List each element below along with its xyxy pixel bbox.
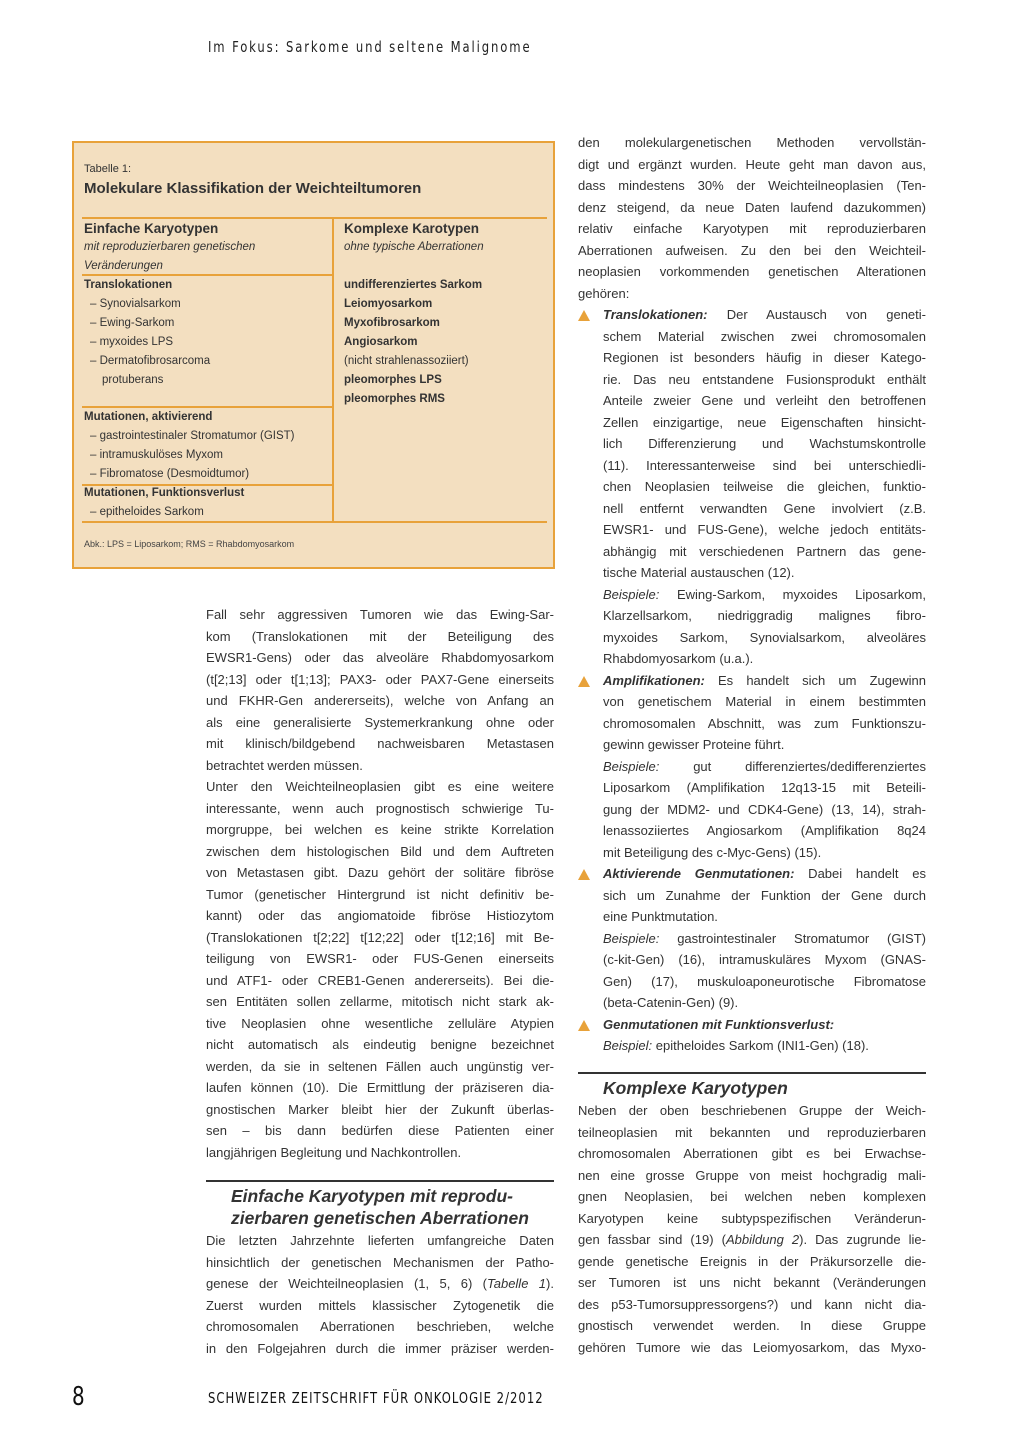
text-line: Rhabdomyosarkom (u.a.). bbox=[603, 651, 754, 666]
text-line: gehören Tumore wie das Leiomyosarkom, das Myxo- bbox=[578, 1339, 926, 1355]
left-column bbox=[206, 604, 554, 1163]
text-line: Liposarkom (Amplifikation 12q13-15 mit Beteili- bbox=[603, 780, 926, 795]
table-right-item: Leiomyosarkom bbox=[344, 298, 433, 310]
table-left-header: Einfache Karyotypen bbox=[84, 221, 219, 236]
example-label: Beispiel: bbox=[603, 1038, 653, 1053]
text-line: gnen Neoplasien, bei welchen neben komplexen bbox=[578, 1189, 926, 1204]
text-line: mit klinisch/bildgebend nachweisbaren Metastasen bbox=[206, 736, 554, 751]
table-item: – Ewing-Sarkom bbox=[90, 317, 175, 329]
text-line: interessante, wenn auch prognostisch schwierige Tu- bbox=[206, 800, 554, 816]
text-line: Zuerst wurden mittels klassischer Zytogenetik die bbox=[206, 1297, 554, 1313]
text-line: hinsichtlich der genetischen Mechanismen der Patho- bbox=[206, 1254, 554, 1270]
table-reference: Tabelle 1 bbox=[486, 1276, 547, 1291]
text-line: nell entfernt verwandten Gene involviert (z.B. bbox=[603, 500, 926, 516]
example-label: Beispiele: bbox=[603, 930, 660, 946]
text-line: Aberrationen aufweisen. Zu den bei den Weichteil- bbox=[578, 242, 926, 258]
text-line: mit Beteiligung des c-Myc-Gens) (15). bbox=[603, 844, 822, 860]
text-line: tive Neoplasien ohne wesentliche zelluläre Atypien bbox=[206, 1015, 554, 1031]
table-item: – Fibromatose (Desmoidtumor) bbox=[90, 468, 250, 480]
text-line: relativ einfache Karyotypen mit reproduzierbaren bbox=[578, 221, 926, 236]
text-line: EWSR1-Gens) oder das alveoläre Rhabdomyosarkom bbox=[206, 650, 554, 665]
text-line: langjährigen Begleitung und Nachkontrollen. bbox=[206, 1144, 462, 1160]
text-line: von Metastasen gibt. Dazu gehört der solitäre fibröse bbox=[206, 865, 554, 880]
table-right-subheader: ohne typische Aberrationen bbox=[344, 241, 484, 253]
table-group-translocations: Translokationen bbox=[84, 279, 173, 291]
bullet-title: Translokationen: bbox=[603, 307, 708, 322]
text-line: in den Folgejahren durch die immer präziser werden- bbox=[206, 1340, 554, 1356]
text-line: (t[2;13] oder t[1;13]; PAX3- oder PAX7-Gene einerseits bbox=[206, 671, 554, 687]
text-line: kom (Translokationen mit der Beteiligung des bbox=[206, 628, 554, 644]
text-line: Karyotypen keine subtypspezifischen Veränderun- bbox=[578, 1210, 926, 1226]
table-left-subheader: mit reproduzierbaren genetischen bbox=[84, 241, 256, 253]
table-column-divider bbox=[332, 219, 334, 521]
text-line: Regionen ist besonders häufig in dieser Katego- bbox=[603, 350, 926, 365]
text-line: gewinn gewisser Proteine führt. bbox=[603, 737, 785, 752]
text-segment: genese der Weichteilneoplasien (1, 5, 6) ( bbox=[206, 1276, 487, 1291]
table-item: – epitheloides Sarkom bbox=[90, 506, 204, 518]
text-segment: Dabei handelt es bbox=[794, 866, 926, 881]
text-line: ser Tumoren ist uns nicht bekannt (Veränderungen bbox=[578, 1275, 926, 1290]
section-rule bbox=[578, 1072, 926, 1074]
text-line bbox=[578, 1014, 926, 1036]
text-line bbox=[578, 584, 926, 606]
text-line: den molekulargenetischen Methoden vervollstän- bbox=[578, 135, 926, 150]
text-line: myxoides Sarkom, Synovialsarkom, alveoläres bbox=[603, 629, 926, 645]
text-line: sen Entitäten sollen zellarme, mitotisch nicht stark ak- bbox=[206, 994, 554, 1009]
example-label: Beispiele: bbox=[603, 758, 660, 774]
text-line: chromosomalen Aberrationen beschrieben, welche bbox=[206, 1319, 554, 1334]
text-line: lich Differenzierung und Wachstumskontrolle bbox=[603, 436, 926, 451]
text-line: lenassoziiertes Angiosarkom (Amplifikation 8q24 bbox=[603, 823, 926, 838]
text-line: sich um Zunahme der Funktion der Gene durch bbox=[603, 887, 926, 903]
text-line: Fall sehr aggressiven Tumoren wie das Ewing-Sar- bbox=[206, 607, 554, 622]
text-segment: gut differenziertes/dedifferenziertes bbox=[659, 758, 926, 774]
text-line: Unter den Weichteilneoplasien gibt es eine weitere bbox=[206, 779, 554, 794]
table-item: protuberans bbox=[102, 374, 164, 386]
text-line: betrachtet werden müssen. bbox=[206, 757, 363, 773]
text-line: EWSR1- und FUS-Gene), welche jedoch entitäts- bbox=[603, 522, 926, 537]
text-line: von genetischem Material in einem bestimmten bbox=[603, 694, 926, 709]
right-column bbox=[578, 132, 926, 1057]
text-line: Klarzellsarkom, niedriggradig malignes fibro- bbox=[603, 608, 926, 623]
text-line: (11). Interessanterweise sind bei unterschiedli- bbox=[603, 457, 926, 473]
text-line: (c-kit-Gen) (16), intramuskuläres Myxom (GNAS- bbox=[603, 952, 926, 967]
text-line: abhängig mit verschiedenen Partnern das gene- bbox=[603, 543, 926, 559]
right-column-lower bbox=[578, 1100, 926, 1358]
table-right-item: Angiosarkom bbox=[344, 336, 418, 348]
text-line: chen Neoplasien teilweise die gleichen, funktio- bbox=[603, 479, 926, 494]
text-line bbox=[578, 304, 926, 326]
text-line bbox=[578, 863, 926, 885]
text-line: rie. Das neu entstandene Fusionsprodukt enthält bbox=[603, 371, 926, 387]
table-item: – Synovialsarkom bbox=[90, 298, 181, 310]
text-line: als eine generalisierte Systemerkrankung ohne oder bbox=[206, 714, 554, 730]
table-1 bbox=[72, 141, 555, 569]
table-item: – gastrointestinaler Stromatumor (GIST) bbox=[90, 430, 295, 442]
bullet-translocations bbox=[578, 304, 926, 670]
text-line: Gen) (17), muskuloaponeurotische Fibromatose bbox=[603, 973, 926, 989]
text-line: Zellen einzigartige, neue Eigenschaften hinsicht- bbox=[603, 414, 926, 430]
text-segment: epitheloides Sarkom (INI1-Gen) (18). bbox=[652, 1038, 869, 1053]
text-line: schem Material zwischen zwei chromosomalen bbox=[603, 328, 926, 344]
bullet-title: Genmutationen mit Funktionsverlust: bbox=[603, 1016, 835, 1032]
table-item: – intramuskulöses Myxom bbox=[90, 449, 223, 461]
table-rule-bottom bbox=[82, 521, 547, 523]
triangle-bullet-icon bbox=[578, 869, 590, 880]
text-line: morgruppe, bei welchen es keine strikte Korrelation bbox=[206, 822, 554, 837]
text-line: Anteile zweier Gene und verleiht den betroffenen bbox=[603, 393, 926, 408]
table-group-activating: Mutationen, aktivierend bbox=[84, 411, 213, 423]
text-line: und ATF1- oder CREB1-Genen andererseits). Bei die- bbox=[206, 972, 554, 988]
text-line bbox=[578, 1035, 926, 1057]
text-line bbox=[206, 1273, 554, 1295]
text-line: gnostischen Marker bleibt hier der Zukunft überlas- bbox=[206, 1101, 554, 1117]
text-line: Die letzten Jahrzehnte lieferten umfangreiche Daten bbox=[206, 1233, 554, 1248]
running-head: Im Fokus: Sarkome und seltene Malignome bbox=[208, 38, 532, 56]
text-line: laufen können (10). Die Ermittlung der präziseren dia- bbox=[206, 1080, 554, 1095]
table-group-loss: Mutationen, Funktionsverlust bbox=[84, 487, 245, 499]
text-segment: Ewing-Sarkom, myxoides Liposarkom, bbox=[659, 586, 926, 602]
left-column-lower bbox=[206, 1230, 554, 1359]
text-segment: ). bbox=[546, 1276, 554, 1291]
text-line bbox=[578, 670, 926, 692]
text-line bbox=[578, 756, 926, 778]
text-line: zwischen dem histologischen Bild und dem Auftreten bbox=[206, 843, 554, 859]
table-item: – myxoides LPS bbox=[90, 336, 174, 348]
text-line: Tumor (genetischer Hintergrund ist nicht definitiv be- bbox=[206, 886, 554, 902]
text-line: denz steigend, da neue Daten laufend dazukommen) bbox=[578, 199, 926, 215]
section-heading: Komplexe Karyotypen bbox=[603, 1078, 788, 1098]
bullet-title: Aktivierende Genmutationen: bbox=[603, 866, 795, 881]
text-line: (beta-Catenin-Gen) (9). bbox=[603, 995, 739, 1010]
table-right-item: Myxofibrosarkom bbox=[344, 317, 440, 329]
text-line: chromosomalen Aberrationen gibt es bei Erwachse- bbox=[578, 1146, 926, 1161]
text-line: teiligung von EWSR1- oder FUS-Genen einerseits bbox=[206, 951, 554, 966]
text-line: nen eine grosse Gruppe von meist hochgradig mali- bbox=[578, 1167, 926, 1183]
text-line: teilneoplasien mit bekannten und reproduzierbaren bbox=[578, 1124, 926, 1140]
journal-footer: SCHWEIZER ZEITSCHRIFT FÜR ONKOLOGIE 2/2012 bbox=[208, 1389, 544, 1407]
text-line: nicht automatisch als eindeutig benigne bezeichnet bbox=[206, 1037, 554, 1052]
page-number: 8 bbox=[72, 1382, 85, 1412]
bullet-amplifications bbox=[578, 670, 926, 864]
table-right-item: pleomorphes LPS bbox=[344, 374, 442, 386]
text-line: Neben der oben beschriebenen Gruppe der Weich- bbox=[578, 1103, 926, 1118]
table-item: – Dermatofibrosarcoma bbox=[90, 355, 211, 367]
table-abbreviations: Abk.: LPS = Liposarkom; RMS = Rhabdomyosarkom bbox=[84, 539, 295, 549]
table-right-item: (nicht strahlenassoziiert) bbox=[344, 355, 469, 367]
text-segment: Der Austausch von geneti- bbox=[707, 307, 926, 322]
triangle-bullet-icon bbox=[578, 676, 590, 687]
table-title: Molekulare Klassifikation der Weichteiltumoren bbox=[84, 180, 422, 197]
text-line bbox=[578, 928, 926, 950]
text-line: und FKHR-Gen andererseits), welche von Anfang an bbox=[206, 693, 554, 708]
bullet-title: Amplifikationen: bbox=[603, 672, 705, 688]
table-right-item: undifferenziertes Sarkom bbox=[344, 279, 483, 291]
text-line: (Translokationen t[2;22] t[12;22] oder t[12;16] mit Be- bbox=[206, 929, 554, 945]
text-segment: Es handelt sich um Zugewinn bbox=[704, 672, 926, 688]
text-line: tische Material austauschen (12). bbox=[603, 565, 795, 580]
table-left-subheader-2: Veränderungen bbox=[84, 260, 163, 272]
text-line: dass mindestens 30% der Weichteilneoplasien (Ten- bbox=[578, 178, 926, 193]
section-rule bbox=[206, 1180, 554, 1182]
text-line: neoplasien vorkommenden genetischen Alterationen bbox=[578, 264, 926, 279]
text-line: gende genetische Ereignis in der Präkursorzelle die- bbox=[578, 1253, 926, 1269]
text-line: digt und ergänzt wurden. Heute geht man davon aus, bbox=[578, 156, 926, 172]
text-line bbox=[578, 1229, 926, 1251]
example-label: Beispiele: bbox=[603, 586, 660, 602]
text-line: werden, da sie in seltenen Fällen auch ungünstig ver- bbox=[206, 1058, 554, 1074]
text-line: sen – bis dann bedürfen diese Patienten einer bbox=[206, 1123, 554, 1138]
text-line: eine Punktmutation. bbox=[603, 909, 718, 924]
text-line: kannt) oder das angiomatoide fibröse Histiozytom bbox=[206, 908, 554, 923]
text-segment: gastrointestinaler Stromatumor (GIST) bbox=[659, 930, 926, 946]
text-line: chromosomalen Abschnitt, was zum Funktionszu- bbox=[603, 715, 926, 731]
text-line: gehören: bbox=[578, 285, 630, 301]
text-segment: gen fassbar sind (19) ( bbox=[578, 1232, 726, 1247]
section-heading-cont: zierbaren genetischen Aberrationen bbox=[231, 1208, 529, 1228]
bullet-loss-of-function bbox=[578, 1014, 926, 1057]
text-line: gnostisch verwendet werden. In diese Gruppe bbox=[578, 1318, 926, 1333]
text-line: des p53-Tumorsuppressorgens?) und kann nicht dia- bbox=[578, 1296, 926, 1312]
bullet-activating-mutations bbox=[578, 863, 926, 1014]
table-right-item: pleomorphes RMS bbox=[344, 393, 445, 405]
section-heading: Einfache Karyotypen mit reprodu- bbox=[231, 1186, 513, 1206]
text-line: gung der MDM2- und CDK4-Gene) (13, 14), strah- bbox=[603, 801, 926, 817]
text-segment: ). Das zugrunde lie- bbox=[799, 1232, 926, 1247]
figure-reference: Abbildung 2 bbox=[725, 1232, 800, 1247]
triangle-bullet-icon bbox=[578, 1020, 590, 1031]
triangle-bullet-icon bbox=[578, 310, 590, 321]
table-caption-label: Tabelle 1: bbox=[84, 163, 132, 175]
table-right-header: Komplexe Karotypen bbox=[344, 221, 480, 236]
